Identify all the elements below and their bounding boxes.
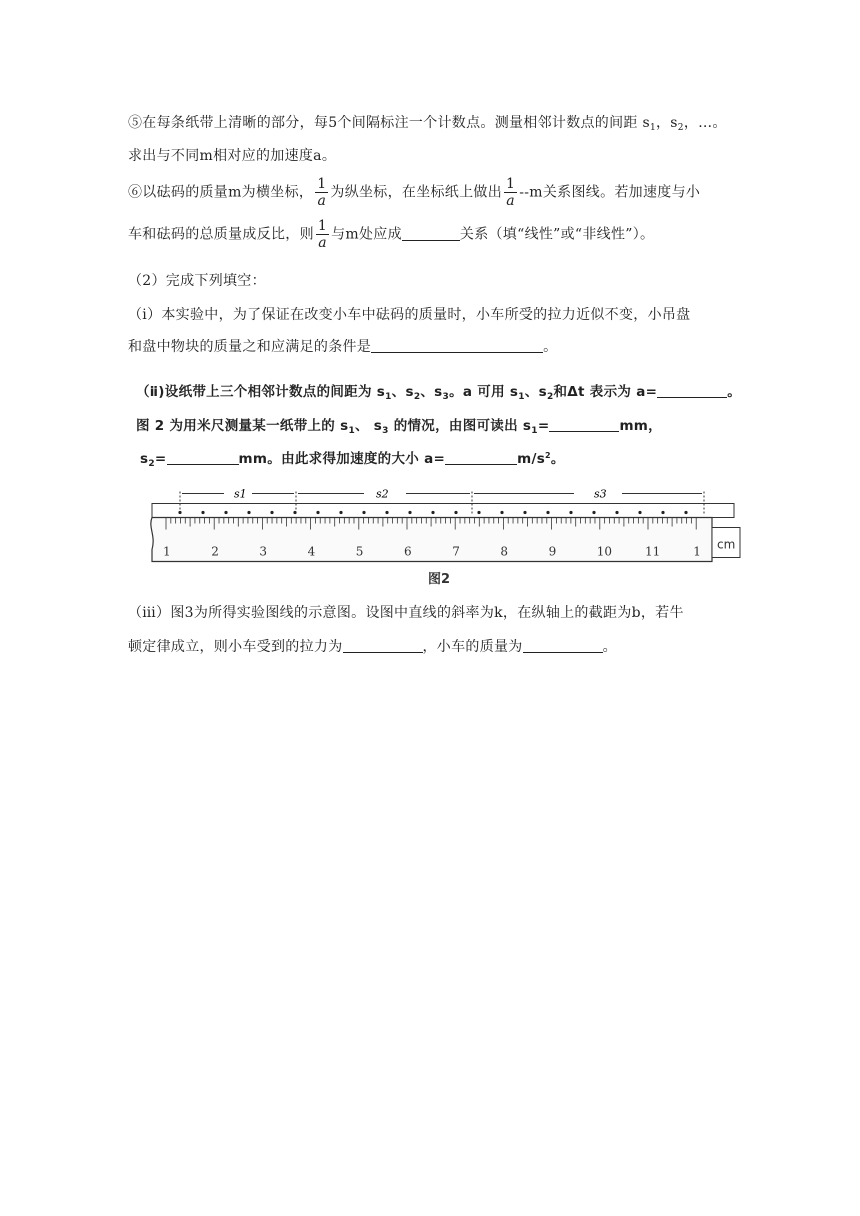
fraction-1-over-a [504,176,517,209]
tape-dot [316,511,319,514]
ruler-number: 5 [355,544,364,559]
paper-tape [152,504,734,518]
qiii-text-b: ，小车的质量为 [422,639,523,655]
qii-line1 [136,380,741,402]
tape-dot [638,511,641,514]
qii-p2: 。a 可用 s [449,384,519,400]
tape-dot [500,511,503,514]
qiii-text-c: 。 [602,639,617,655]
qii-l2s3: 1 [531,426,538,436]
step5-sep: ，s [655,115,678,131]
step5-sub2: 2 [677,123,684,133]
qii-s4: 1 [518,392,525,402]
answer-blank-s2[interactable] [167,452,239,465]
tape-dot [339,511,342,514]
tape-dot [454,511,457,514]
tape-label-s1: s1 [234,487,247,501]
tape-dot [362,511,365,514]
ruler-number: 2 [211,544,219,559]
figure-caption: 图2 [428,572,451,587]
tape-dot [477,511,480,514]
step6-part6: 关系（填“线性”或“非线性”）。 [459,226,655,243]
qii-p4: 。 [727,384,742,400]
ruler-number: 10 [596,544,613,559]
frac-num: 1 [317,176,327,192]
qii-line3 [140,447,565,469]
qii-l2c: 的情况，由图可读出 s [388,418,532,434]
tape-dot [684,511,687,514]
ruler-number: 1 [163,544,171,559]
tape-span-markers [180,492,704,514]
step5-sub1: 1 [649,123,656,133]
qi-text: 和盘中物块的质量之和应满足的条件是 [128,339,372,355]
ruler-number: 11 [645,544,661,559]
frac-den: a [318,235,327,251]
qii-l2b: 、 s [355,418,383,434]
tape-dot [569,511,572,514]
qi-end: 。 [543,339,558,355]
tape-dot [270,511,273,514]
ruler-number: 6 [404,544,412,559]
step5-tail: ，…。 [683,115,727,131]
ruler-number: 3 [259,544,268,559]
qii-c2: 、s [420,384,443,400]
ruler-number: 9 [548,544,557,559]
qi-line2 [128,336,557,356]
tape-dot [615,511,618,514]
qi-line1: （ⅰ）本实验中，为了保证在改变小车中砝码的质量时，小车所受的拉力近似不变，小吊盘 [128,307,691,323]
qii-l2s2: 3 [382,426,389,436]
qii-c3: 、s [524,384,547,400]
question-2-heading: （2）完成下列填空： [128,273,266,289]
qii-l3b: = [154,451,167,467]
step6-line1 [128,176,700,209]
qii-l3s: 2 [148,459,155,469]
step5-text: ⑤在每条纸带上清晰的部分，每5个间隔标注一个计数点。测量相邻计数点的间距 s [128,115,650,131]
step6-part1: ⑥以砝码的质量m为横坐标， [128,184,314,201]
qii-l3e: 。 [550,451,565,467]
qii-l2e: mm， [619,418,662,434]
answer-blank-s1[interactable] [549,419,619,432]
qii-s2: 2 [413,392,421,402]
qii-p3: 和Δt 表示为 a= [553,384,658,400]
fraction-1-over-a [316,218,329,251]
qii-s3: 3 [442,392,450,402]
answer-blank-pulling-force[interactable] [343,640,423,653]
qii-s5: 2 [546,392,554,402]
tape-dot [546,511,549,514]
tape-dot [523,511,526,514]
ruler-number: 4 [307,544,316,559]
ruler-number: 1 [693,544,701,559]
step6-line2 [128,218,654,251]
tape-label-s2: s2 [376,487,389,501]
tape-dot [385,511,388,514]
step6-part4: 车和砝码的总质量成反比，则 [128,226,314,243]
qii-l3c: mm。由此求得加速度的大小 a= [238,451,446,467]
step6-part2: 为纵坐标，在坐标纸上做出 [330,184,503,201]
answer-blank-cart-mass[interactable] [523,640,603,653]
tape-dot [592,511,595,514]
qii-l2a: 图 2 为用米尺测量某一纸带上的 s [136,418,349,434]
qii-l3a: s [140,451,149,467]
frac-num: 1 [506,176,516,192]
qii-p1: （ⅱ)设纸带上三个相邻计数点的间距为 s [136,384,386,400]
answer-blank-acceleration[interactable] [445,452,517,465]
qii-line2 [136,414,662,436]
tape-dot [201,511,204,514]
frac-den: a [317,193,327,209]
fraction-1-over-a [315,176,328,209]
tape-dot [293,511,296,514]
answer-blank-linearity[interactable] [402,228,460,241]
frac-num: 1 [317,218,328,234]
qii-l2d: = [537,418,550,434]
ruler-number: 8 [500,544,509,559]
tape-dot [431,511,434,514]
answer-blank-condition[interactable] [371,340,543,353]
qii-l2s1: 1 [348,426,355,436]
frac-den: a [506,193,515,209]
qii-c1: 、s [391,384,414,400]
qiii-line2 [128,636,617,656]
qii-l3sup: 2 [545,451,551,460]
step5-line1 [128,112,727,133]
tape-label-s3: s3 [594,487,607,501]
answer-blank-a-expression[interactable] [657,385,727,398]
tape-dot [661,511,664,514]
tape-dot [178,511,181,514]
step6-part3: --m关系图线。若加速度与小 [519,184,701,201]
qii-s1: 1 [385,392,392,402]
tape-dot [224,511,227,514]
tape-dot [247,511,250,514]
qiii-line1: （ⅲ）图3为所得实验图线的示意图。设图中直线的斜率为k，在纵轴上的截距为b，若牛 [128,605,684,621]
tape-dot [408,511,411,514]
ruler-number: 7 [452,544,460,559]
step5-line2: 求出与不同m相对应的加速度a。 [128,148,337,164]
qiii-text-a: 顿定律成立，则小车受到的拉力为 [128,639,343,655]
qii-l3d: m/s [517,451,546,467]
tape-dots [178,511,687,514]
ruler-unit-label: cm [717,537,736,552]
step6-part5: 与m处应成 [331,226,402,243]
